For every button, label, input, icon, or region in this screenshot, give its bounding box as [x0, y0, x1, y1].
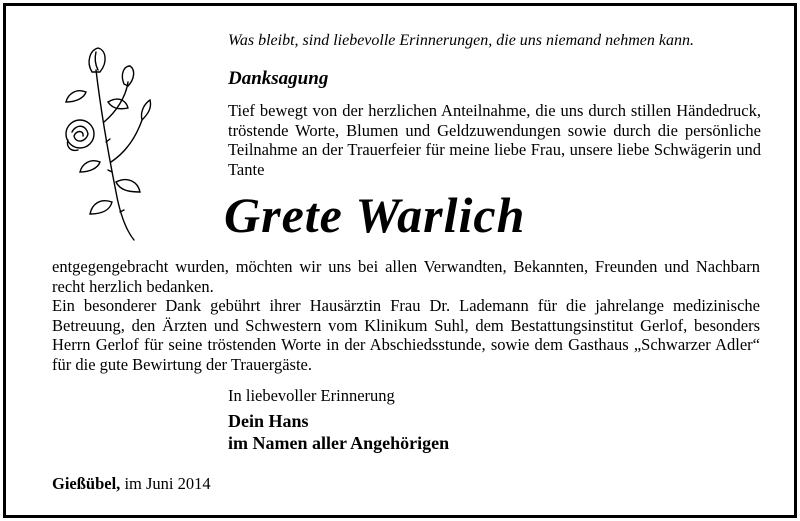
notice-intro-text: Tief bewegt von der herzlichen Anteilnahme, die uns durch stillen Händedruck, tröstende Worte, Blumen und Geldzuwendungen sowie durch die persönliche Teilnahme an der Trauerfeier für meine liebe Frau, unsere liebe Schwägerin und Tante	[228, 101, 761, 179]
rose-branch-icon	[56, 42, 156, 242]
signer-line-2: im Namen aller Angehörigen	[228, 433, 450, 453]
place-name: Gießübel,	[52, 474, 121, 493]
notice-heading: Danksagung	[228, 68, 329, 89]
notice-body	[52, 257, 760, 374]
deceased-name: Grete Warlich	[224, 187, 526, 243]
signer-line-1: Dein Hans	[228, 411, 309, 431]
place-date-line	[52, 474, 211, 494]
body-paragraph-1: entgegengebracht wurden, möchten wir uns bei allen Verwandten, Bekannten, Freunden und Nachbarn recht herzlich bedanken.	[52, 257, 760, 296]
notice-motto: Was bleibt, sind liebevolle Erinnerungen, die uns niemand nehmen kann.	[228, 32, 694, 49]
signer-block	[228, 410, 449, 454]
notice-date: im Juni 2014	[124, 474, 211, 493]
signoff-text: In liebevoller Erinnerung	[228, 386, 395, 405]
notice-frame	[3, 3, 797, 518]
body-paragraph-2: Ein besonderer Dank gebührt ihrer Hausärztin Frau Dr. Lademann für die jahrelange medizinische Betreuung, den Ärzten und Schwestern vom Klinikum Suhl, dem Bestattungsinstitut Gerlof, besonders Herrn Gerlof für seine tröstenden Worte in der Abschiedsstunde, sowie dem Gasthaus „Schwarzer Adler“ für die gute Bewirtung der Trauergäste.	[52, 296, 760, 374]
